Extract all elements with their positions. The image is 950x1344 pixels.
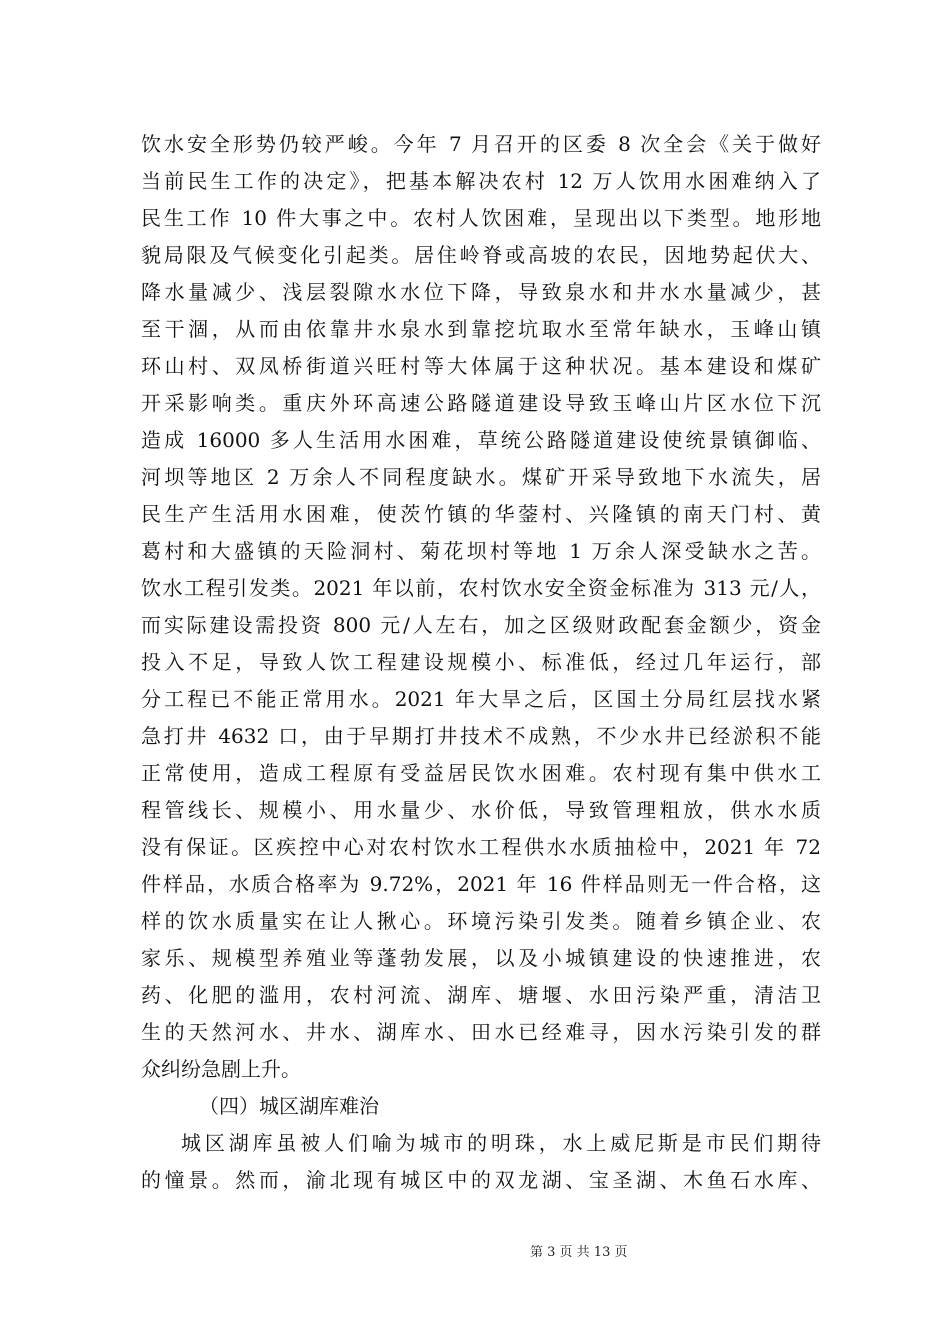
text-line: 件样品，水质合格率为 9.72%，2021 年 16 件样品则无一件合格，这 xyxy=(141,872,821,896)
text-line: 投入不足，导致人饮工程建设规模小、标准低，经过几年运行，部 xyxy=(141,650,821,674)
section-heading: （四）城区湖库难治 xyxy=(199,1094,379,1118)
text-line: 众纠纷急剧上升。 xyxy=(141,1057,301,1081)
text-line: 程管线长、规模小、用水量少、水价低，导致管理粗放，供水水质 xyxy=(141,798,821,822)
text-line: 药、化肥的滥用，农村河流、湖库、塘堰、水田污染严重，清洁卫 xyxy=(141,983,821,1007)
text-line: 民生工作 10 件大事之中。农村人饮困难，呈现出以下类型。地形地 xyxy=(141,206,821,230)
text-line: 家乐、规模型养殖业等蓬勃发展，以及小城镇建设的快速推进，农 xyxy=(141,946,821,970)
text-line: 当前民生工作的决定》，把基本解决农村 12 万人饮用水困难纳入了 xyxy=(141,169,821,193)
body-text xyxy=(141,126,821,1199)
text-line: 分工程已不能正常用水。2021 年大旱之后，区国土分局红层找水紧 xyxy=(141,687,821,711)
text-line: 生的天然河水、井水、湖库水、田水已经难寻，因水污染引发的群 xyxy=(141,1020,821,1044)
text-line: 葛村和大盛镇的天险洞村、菊花坝村等地 1 万余人深受缺水之苦。 xyxy=(141,539,821,563)
text-line: 样的饮水质量实在让人揪心。环境污染引发类。随着乡镇企业、农 xyxy=(141,909,821,933)
text-line: 而实际建设需投资 800 元/人左右，加之区级财政配套金额少，资金 xyxy=(141,613,821,637)
text-line: 城区湖库虽被人们喻为城市的明珠，水上威尼斯是市民们期待 xyxy=(181,1131,821,1155)
text-line: 貌局限及气候变化引起类。居住岭脊或高坡的农民，因地势起伏大、 xyxy=(141,243,821,267)
text-line: 降水量减少、浅层裂隙水水位下降，导致泉水和井水水量减少，甚 xyxy=(141,280,821,304)
text-line: 环山村、双凤桥街道兴旺村等大体属于这种状况。基本建设和煤矿 xyxy=(141,354,821,378)
text-line: 民生产生活用水困难，使茨竹镇的华蓥村、兴隆镇的南天门村、黄 xyxy=(141,502,821,526)
text-line: 造成 16000 多人生活用水困难，草统公路隧道建设使统景镇御临、 xyxy=(141,428,821,452)
text-line: 饮水安全形势仍较严峻。今年 7 月召开的区委 8 次全会《关于做好 xyxy=(141,132,821,156)
text-line: 正常使用，造成工程原有受益居民饮水困难。农村现有集中供水工 xyxy=(141,761,821,785)
text-line: 的憧景。然而，渝北现有城区中的双龙湖、宝圣湖、木鱼石水库、 xyxy=(141,1168,821,1192)
page-footer: 第 3 页 共 13 页 xyxy=(530,1245,628,1260)
text-line: 至干涸，从而由依靠井水泉水到靠挖坑取水至常年缺水，玉峰山镇 xyxy=(141,317,821,341)
text-line: 开采影响类。重庆外环高速公路隧道建设导致玉峰山片区水位下沉 xyxy=(141,391,821,415)
text-line: 河坝等地区 2 万余人不同程度缺水。煤矿开采导致地下水流失，居 xyxy=(141,465,821,489)
text-line: 急打井 4632 口，由于早期打井技术不成熟，不少水井已经淤积不能 xyxy=(141,724,821,748)
text-line: 没有保证。区疾控中心对农村饮水工程供水水质抽检中，2021 年 72 xyxy=(141,835,821,859)
text-line: 饮水工程引发类。2021 年以前，农村饮水安全资金标准为 313 元/人， xyxy=(141,576,821,600)
